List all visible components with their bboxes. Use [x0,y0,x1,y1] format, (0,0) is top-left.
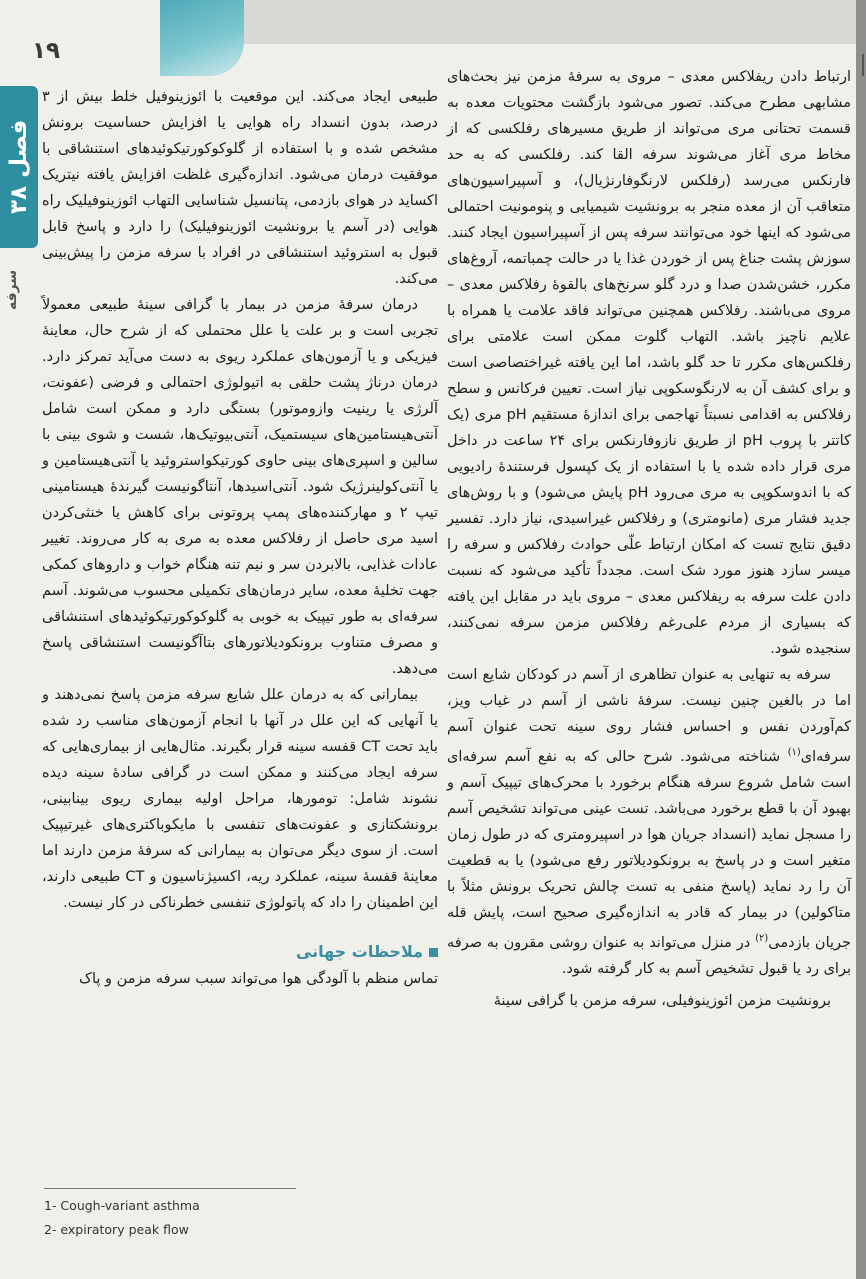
section-heading-text: ملاحظات جهانی [295,942,423,961]
footnote-2: 2- expiratory peak flow [44,1222,189,1237]
footnote-1: 1- Cough-variant asthma [44,1198,200,1213]
left-text-column [42,84,438,1164]
heading-bullet-icon [429,948,438,957]
paragraph-text: در منزل می‌تواند به عنوان روشی مقرون به صرفه برای رد یا قبول تشخیص آسم به کار گرفته شود. [447,934,851,977]
page-edge-mark [854,54,864,76]
header-decoration [160,0,244,76]
footnote-divider [44,1188,296,1189]
section-heading [42,938,438,966]
top-margin-band [243,0,856,44]
paragraph: ارتباط دادن ریفلاکس معدی – مروی به سرفهٔ مزمن نیز بحث‌های مشابهی مطرح می‌کند. تصور می‌شود بازگشت محتویات معده به قسمت تحتانی مری می‌تواند از طریق مسیرهای رفلکسی که از مخاط مری آغاز می‌شوند سرفه القا کند. رفلکسی که به حد فارنکس می‌رسد (رفلکس لارنگوفارنژیال)، و آسپیراسیون‌های متعاقب آن از معده منجر به برونشیت شیمیایی و پنومونیت احتمالی می‌شود که اینها خود می‌توانند سرفه پس از آسپیراسیون ایجاد کنند. سوزش پشت جناغ پس از خوردن غذا یا در حالت چمباتمه، آروغ‌های مکرر، خشن‌شدن صدا و درد گلو سرنخ‌های بالقوهٔ رفلاکس معدی – مروی می‌باشند. رفلاکس همچنین می‌تواند فاقد علامت یا همراه با علایم ناچیز باشد. التهاب گلوت ممکن است علامتی برای رفلکس‌های مکرر تا حد گلو باشد، اما این یافته غیراختصاصی است و برای کشف آن به لارنگوسکوپی نیاز است. تعیین فرکانس و سطح رفلاکس به اقدامی نسبتاً تهاجمی برای اندازهٔ مستقیم pH مری (یک کاتتر با پروب pH از طریق نازوفارنکس برای ۲۴ ساعت در داخل مری قرار داده شده یا با استفاده از یک کپسول فرستندهٔ رادیویی که با اندوسکوپی به مری می‌رود pH پایش می‌شود) و با روش‌های جدید فشار مری (مانومتری) و رفلاکس غیراسیدی، نیاز دارد. تفسیر دقیق نتایج تست که امکان ارتباط علّی حوادث رفلاکس و سرفه را میسر سازد هنوز مورد شک است. مجدداً تأکید می‌شود که نسبت دادن علت سرفه به ریفلاکس معدی – مروی باید در مقابل این یافته که بسیاری از مردم علی‌رغم رفلاکس مزمن سرفه نمی‌کنند، سنجیده شود. [447,69,851,657]
paragraph [447,662,851,982]
paragraph: بیمارانی که به درمان علل شایع سرفه مزمن پاسخ نمی‌دهند و یا آنهایی که این علل در آنها با انجام آزمون‌های مناسب رد شده باید تحت CT قفسه سینه قرار بگیرند. مثال‌هایی از بیماری‌هایی که سرفه ایجاد می‌کنند و ممکن است در گرافی سادهٔ سینه دیده نشوند شامل: تومورها، مراحل اولیه بیماری ریوی بینابینی، برونشکتازی و عفونت‌های تنفسی با مایکوباکتری‌های غیرتیپیک است. از سوی دیگر می‌توان به بیمارانی که سرفهٔ مزمن دارند اما معاینهٔ قفسهٔ سینه، عملکرد ریه، اکسیژناسیون و CT طبیعی دارند، این اطمینان را داد که پاتولوژی تنفسی خطرناکی در کار نیست. [42,687,439,911]
footnote-ref: (۲) [755,932,769,944]
page-number: ۱۹ [32,38,61,64]
paragraph: برونشیت مزمن ائوزینوفیلی، سرفه مزمن با گرافی سینهٔ [493,992,831,1009]
paragraph: طبیعی ایجاد می‌کند. این موقعیت با ائوزینوفیل خلط بیش از ۳ درصد، بدون انسداد راه هوایی یا افزایش حساسیت برونش مشخص شده و با استفاده از گلوکوکورتیکوئیدهای استنشاقی با موفقیت درمان می‌شود. اندازه‌گیری غلظت افزایش یافته نیتریک اکساید در هوای بازدمی، پتانسیل شناسایی التهاب ائوزینوفیلیک راه هوایی (در آسم یا برونشیت ائوزینوفیلیک) را دارد و پاسخ قابل قبول به استروئید استنشاقی در افراد با سرفه مزمن را پیش‌بینی می‌کند. [42,89,438,287]
right-text-column [447,64,851,1224]
paragraph: درمان سرفهٔ مزمن در بیمار با گرافی سینهٔ طبیعی معمولاً تجربی است و بر علت یا علل محتملی که از شرح حال، معاینهٔ فیزیکی و یا آزمون‌های عملکرد ریوی به دست می‌آید تمرکز دارد. درمان درناژ پشت حلقی به اتیولوژی احتمالی و فرضی (عفونت، آلرژی یا رینیت وازوموتور) بستگی دارد و ممکن است شامل آنتی‌هیستامین‌های سیستمیک، آنتی‌بیوتیک‌ها، شست و شوی بینی با سالین و اسپری‌های بینی حاوی کورتیکواستروئید یا آنتی‌هیستامین و یا آنتی‌کولینرژیک شود. آنتی‌اسیدها، آنتاگونیست گیرندهٔ هیستامینی تیپ ۲ و مهارکننده‌های پمپ پروتونی برای کاهش یا خنثی‌کردن اسید مری حاصل از رفلاکس معده به مری به کار می‌روند. تغییر عادات غذایی، بالابردن سر و نیم تنه هنگام خواب و داروهای کمکی جهت تخلیهٔ معده، سایر درمان‌های تکمیلی محسوب می‌شوند. آسم سرفه‌ای به طور تیپیک به خوبی به گلوکوکورتیکوئیدهای استنشاقی و مصرف متناوب برونکودیلاتورهای بتاآگونیست استنشاقی پاسخ می‌دهد. [42,297,438,677]
chapter-label: فصل ۳۸ [6,119,32,215]
running-title: سرفه [4,269,20,311]
paragraph-text: شناخته می‌شود. شرح حالی که به نفع آسم سرفه‌ای است شامل شروع سرفه هنگام برخورد با محرک‌های تیپیک آسم و بهبود آن با قطع برخورد می‌باشد. تست عینی می‌تواند تشخیص آسم را مسجل نماید (انسداد جریان هوا در اسپیرومتری که در طول زمان متغیر است و در پاسخ به برونکودیلاتور رفع می‌شود) یا به قطعیت آن را رد نماید (پاسخ منفی به تست چالش تحریک برونش مثلاً با متاکولین) در بیمار که قادر به اندازه‌گیری صحیح است، پایش قله جریان بازدمی [447,748,851,951]
paragraph: تماس منظم با آلودگی هوا می‌تواند سبب سرفه مزمن و پاک [79,971,438,987]
paragraph-text: سرفه به تنهایی به عنوان تظاهری از آسم در کودکان شایع است اما در بالغین چنین نیست. سرفهٔ ناشی از آسم در غیاب ویز، کم‌آوردن نفس و احساس فشار روی سینه تحت عنوان آسم سرفه‌ای [447,667,851,765]
footnote-ref: (۱) [787,747,801,758]
